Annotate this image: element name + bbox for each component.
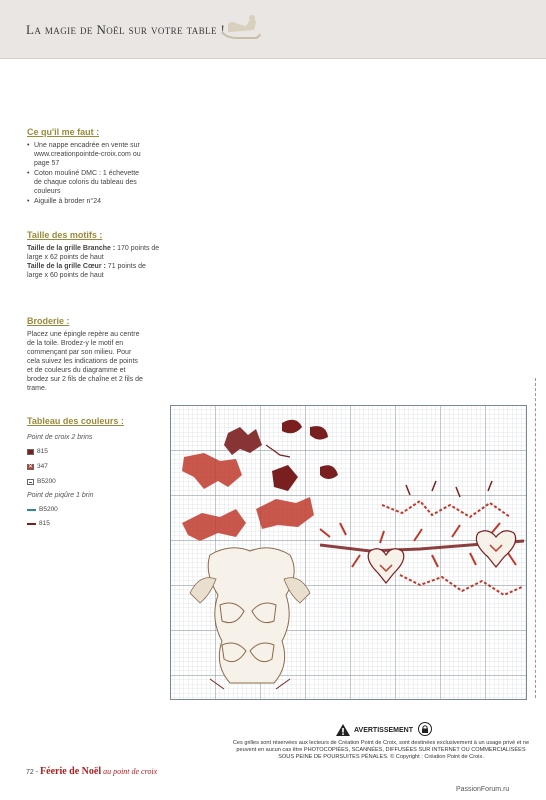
page-header (0, 0, 546, 59)
branch-size-label: Taille de la grille Branche : (27, 245, 116, 252)
cross-stitch-label: Point de croix 2 brins (27, 434, 93, 441)
embroidery-text: Placez une épingle repère au centre de la toile. Brodez-y le motif en commençant par son milieu. Pour cela suivez les indications de points et de couleurs du diagramme et brodez sur 2 fils de chaîne et 2 fils de trame. (27, 331, 143, 392)
embroidery-heading: Broderie : (27, 316, 70, 326)
backstitch-label: Point de piqûre 1 brin (27, 492, 94, 499)
materials-heading: Ce qu'il me faut : (27, 127, 100, 137)
page-number: 72 - (26, 769, 39, 776)
heart-size-label: Taille de la grille Cœur : (27, 263, 106, 270)
list-item: • Aiguille à broder n°24 (27, 197, 147, 206)
color-code: B5200 (39, 506, 58, 513)
sizes-text (27, 244, 162, 280)
legend-row-back-815 (27, 520, 50, 527)
legend-row-347 (27, 463, 48, 470)
list-item: • Coton mouliné DMC : 1 échevette de chaque coloris du tableau des couleurs (27, 169, 147, 196)
branch-size-value: 170 points de large x 62 points de haut (27, 245, 160, 261)
color-swatch (27, 479, 34, 485)
cross-stitch-chart (170, 405, 527, 700)
materials-list (27, 141, 147, 207)
magazine-subtitle: au point de croix (103, 767, 158, 776)
color-code: 815 (37, 448, 48, 455)
line-swatch (27, 523, 36, 525)
page-title: La magie de Noël sur votre table ! (26, 22, 226, 37)
page-footer (26, 766, 157, 777)
legend-row-back-b5200 (27, 506, 58, 513)
magazine-title: Féerie de Noël (40, 766, 102, 777)
sizes-heading: Taille des motifs : (27, 230, 103, 240)
legend-row-815 (27, 448, 48, 455)
watermark: PassionForum.ru (456, 786, 510, 793)
cut-line (535, 378, 536, 698)
warning-heading: AVERTISSEMENT (354, 727, 413, 734)
sleigh-icon (216, 12, 262, 44)
heart-size-value: 71 points de large x 60 points de haut (27, 263, 146, 279)
legend-row-b5200 (27, 478, 56, 485)
warning-icon (336, 724, 350, 736)
lock-icon (418, 722, 432, 736)
color-swatch (27, 449, 34, 455)
color-code: 347 (37, 463, 48, 470)
color-code: B5200 (37, 478, 56, 485)
list-item: • Une nappe encadrée en vente sur www.creationpointde-croix.com ou page 57 (27, 141, 147, 168)
color-swatch: ✕ (28, 463, 34, 470)
color-code: 815 (39, 520, 50, 527)
line-swatch (27, 509, 36, 511)
legend-heading: Tableau des couleurs : (27, 416, 124, 426)
copyright-notice: Ces grilles sont réservées aux lecteurs de Création Point de Croix, sont destinées exclusivement à un usage privé et ne peuvent en aucun cas être PHOTOCOPIÉES, SCANNÉES, DIFFUSÉES SUR INTERNET OU COMMERCIALISÉES SOUS PEINE DE POURSUITES PÉNALES. © Copyright : Création Point de Croix. (232, 740, 530, 760)
chart-grid (170, 405, 527, 700)
